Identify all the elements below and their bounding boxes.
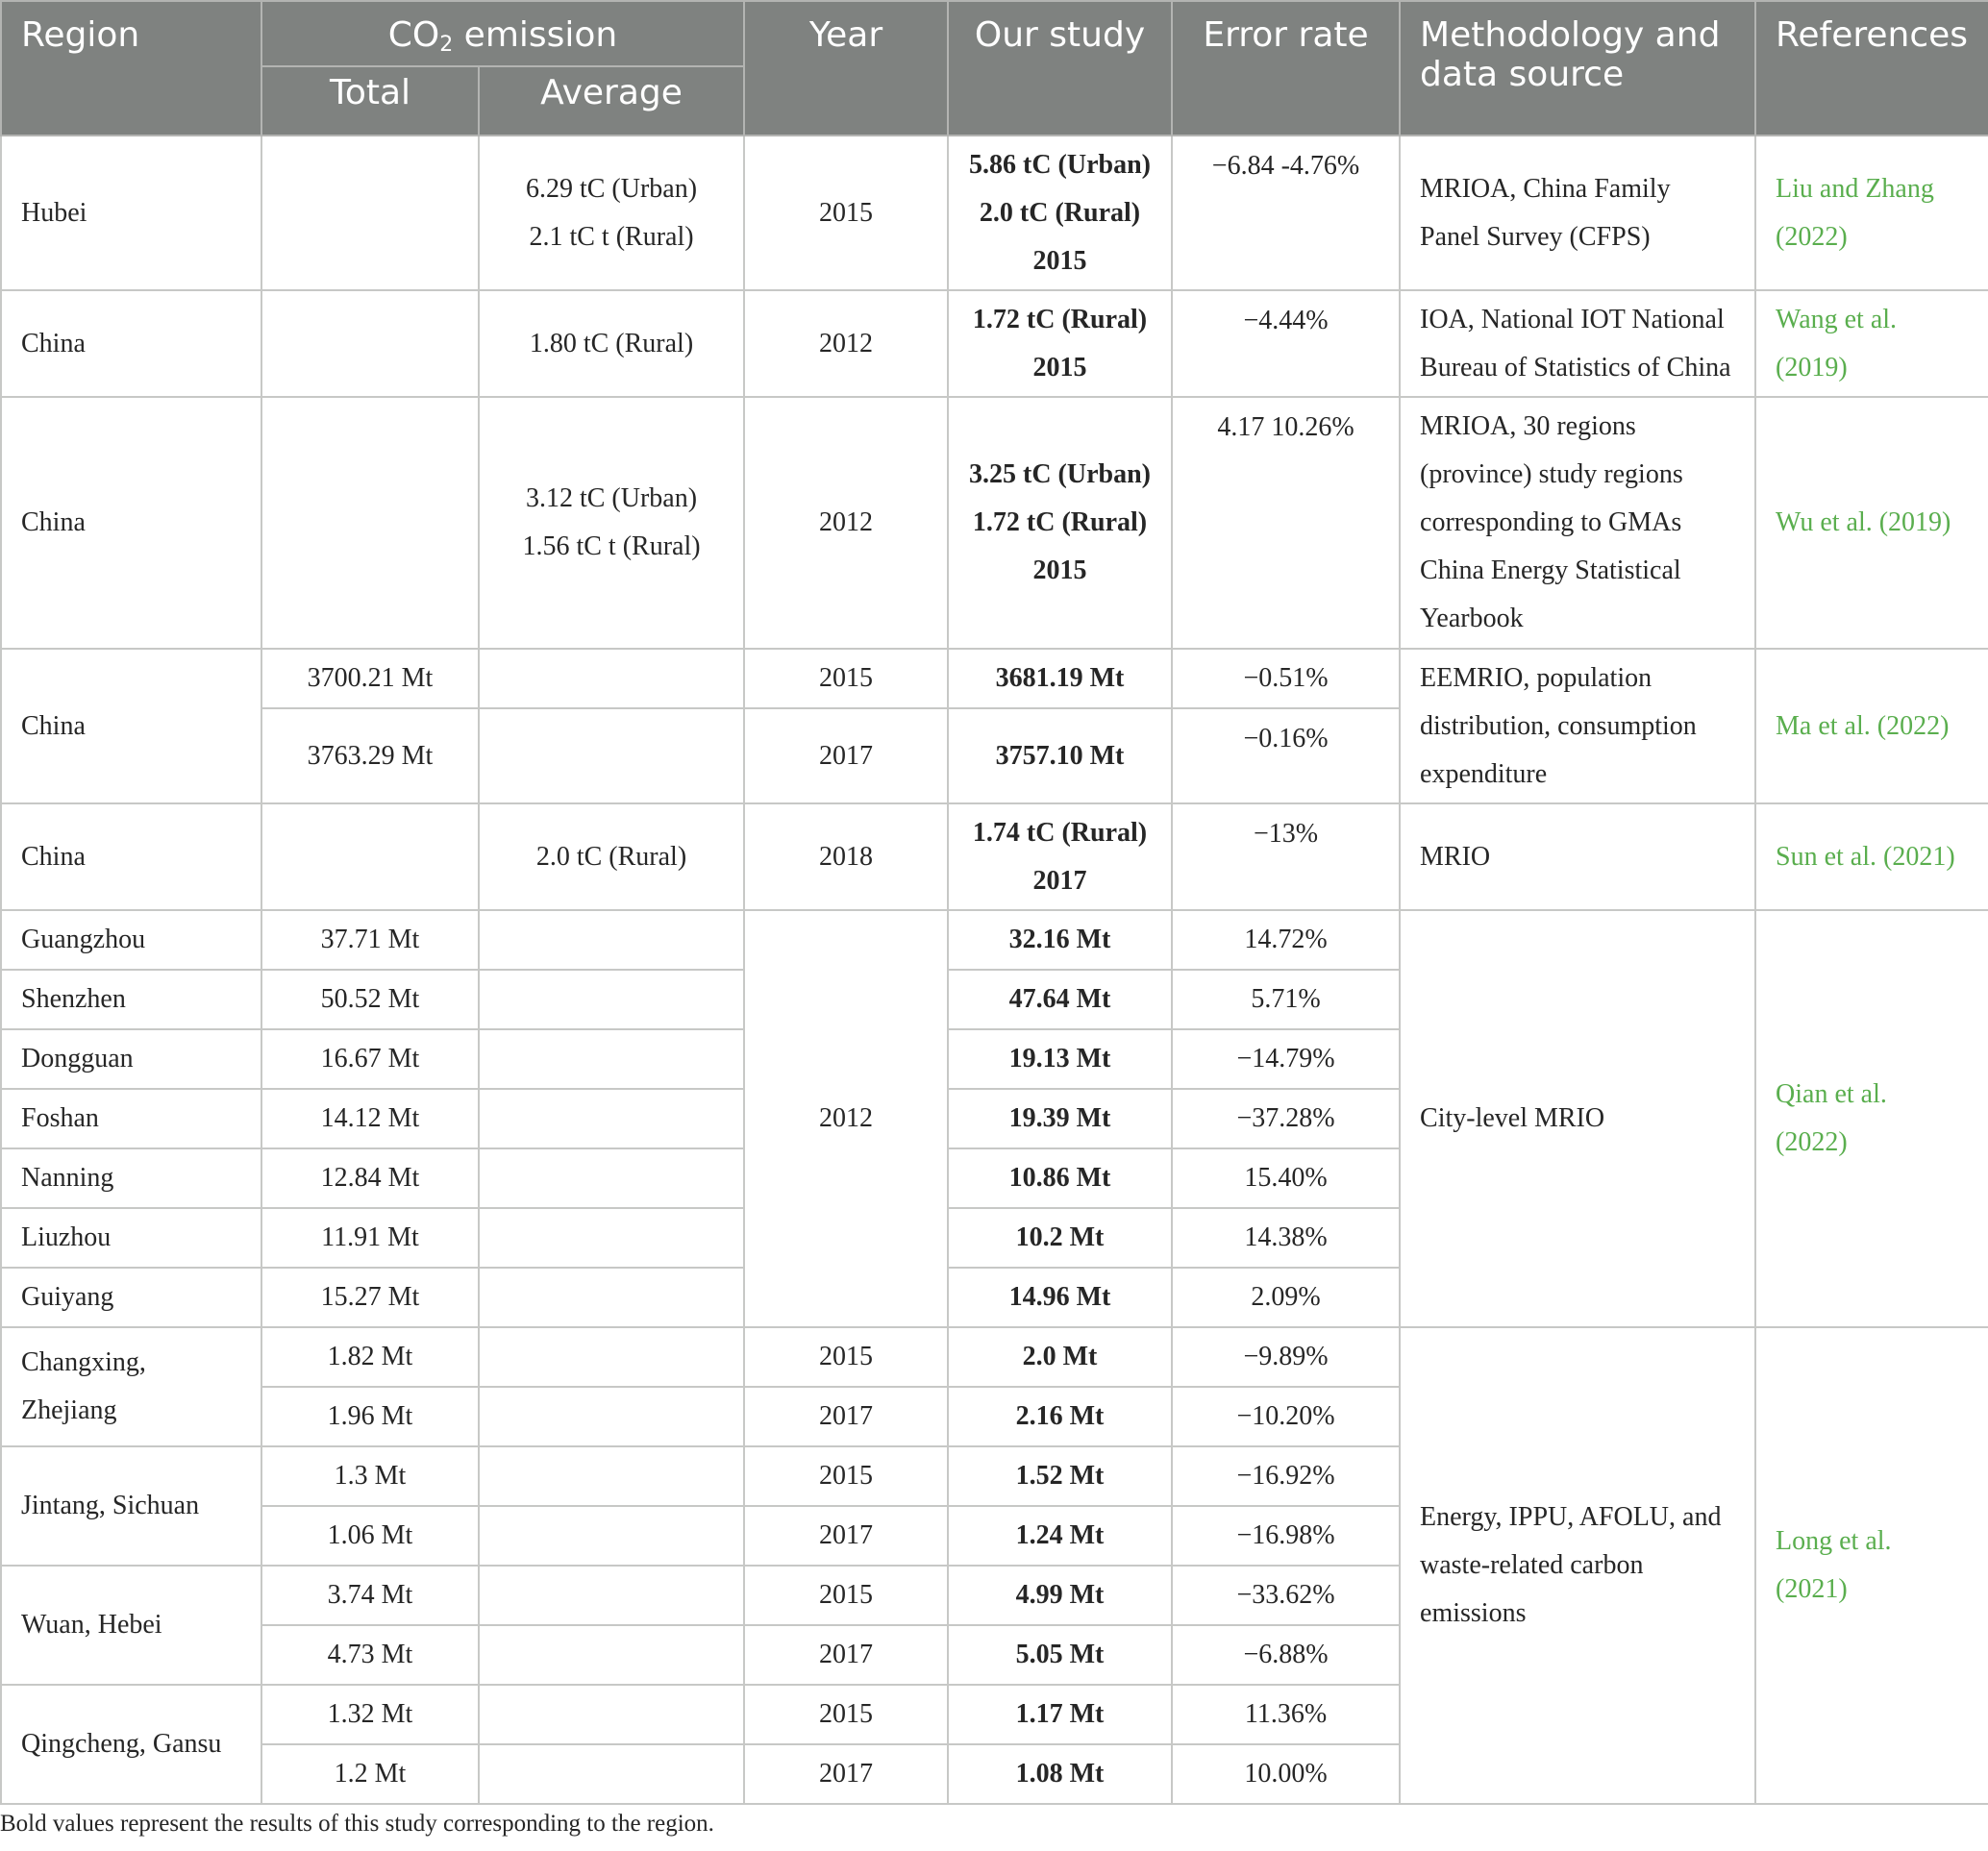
our-study-cell: 3757.10 Mt <box>948 708 1172 803</box>
year-cell: 2015 <box>744 1566 948 1625</box>
header-year: Year <box>744 1 948 136</box>
methodology-line: EEMRIO, population <box>1420 662 1653 693</box>
our-study-line: 2.0 tC (Rural) <box>979 197 1141 228</box>
methodology-line: expenditure <box>1420 758 1548 789</box>
total-cell <box>261 803 479 910</box>
our-study-line: 2015 <box>1032 245 1087 276</box>
table-footnote: Bold values represent the results of this study corresponding to the region. <box>0 1811 714 1837</box>
our-study-cell <box>948 290 1172 397</box>
header-our-study: Our study <box>948 1 1172 136</box>
region-cell: China <box>1 290 261 397</box>
region-cell: Hubei <box>1 136 261 290</box>
average-cell <box>479 1506 744 1566</box>
our-study-cell: 32.16 Mt <box>948 910 1172 970</box>
methodology-line: waste-related carbon <box>1420 1550 1644 1580</box>
average-cell: 1.80 tC (Rural) <box>479 290 744 397</box>
methodology-line: China Energy Statistical <box>1420 555 1681 585</box>
total-cell <box>261 136 479 290</box>
average-cell <box>479 708 744 803</box>
our-study-line: 2017 <box>1032 865 1087 896</box>
error-rate-cell: 15.40% <box>1172 1148 1400 1208</box>
methodology-cell <box>1400 1327 1755 1804</box>
region-cell: Shenzhen <box>1 970 261 1029</box>
reference-link[interactable] <box>1755 910 1988 1327</box>
methodology-line: MRIOA, China Family <box>1420 173 1671 204</box>
our-study-line: 2015 <box>1032 352 1087 383</box>
average-cell <box>479 1268 744 1327</box>
average-cell <box>479 1029 744 1089</box>
average-line: 1.56 tC t (Rural) <box>522 531 701 561</box>
error-rate-cell: −9.89% <box>1172 1327 1400 1387</box>
average-cell <box>479 397 744 649</box>
region-cell: Dongguan <box>1 1029 261 1089</box>
average-cell <box>479 1208 744 1268</box>
year-cell: 2012 <box>744 290 948 397</box>
table-row <box>1 1327 1988 1387</box>
co2-prefix: CO <box>387 15 440 55</box>
region-line: Zhejiang <box>21 1395 117 1425</box>
methodology-cell <box>1400 290 1755 397</box>
error-rate-cell: −6.88% <box>1172 1625 1400 1685</box>
average-cell <box>479 1744 744 1804</box>
reference-line: Qian et al. <box>1776 1079 1887 1109</box>
our-study-cell <box>948 803 1172 910</box>
year-cell: 2017 <box>744 1387 948 1446</box>
average-cell <box>479 1089 744 1148</box>
year-cell: 2017 <box>744 708 948 803</box>
total-cell: 3.74 Mt <box>261 1566 479 1625</box>
table-row <box>1 136 1988 290</box>
error-rate-cell: −0.51% <box>1172 649 1400 708</box>
error-rate-cell: 14.72% <box>1172 910 1400 970</box>
region-line: Changxing, <box>21 1347 146 1377</box>
header-references: References <box>1755 1 1988 136</box>
methodology-line: distribution, consumption <box>1420 710 1697 741</box>
methodology-cell <box>1400 397 1755 649</box>
error-rate-cell: −14.79% <box>1172 1029 1400 1089</box>
region-cell: Nanning <box>1 1148 261 1208</box>
our-study-cell: 1.24 Mt <box>948 1506 1172 1566</box>
average-cell <box>479 136 744 290</box>
error-rate-cell: −10.20% <box>1172 1387 1400 1446</box>
reference-line: Long et al. <box>1776 1526 1892 1556</box>
total-cell <box>261 290 479 397</box>
total-cell <box>261 397 479 649</box>
table-row <box>1 649 1988 708</box>
error-rate-cell: −13% <box>1172 803 1400 910</box>
our-study-cell: 5.05 Mt <box>948 1625 1172 1685</box>
error-rate-cell: 10.00% <box>1172 1744 1400 1804</box>
average-cell <box>479 649 744 708</box>
reference-line: (2022) <box>1776 1127 1848 1157</box>
our-study-cell: 19.39 Mt <box>948 1089 1172 1148</box>
table-body <box>1 136 1988 1804</box>
our-study-cell: 1.52 Mt <box>948 1446 1172 1506</box>
error-rate-cell: −33.62% <box>1172 1566 1400 1625</box>
average-cell <box>479 1566 744 1625</box>
header-error-rate: Error rate <box>1172 1 1400 136</box>
year-cell: 2017 <box>744 1625 948 1685</box>
our-study-cell: 4.99 Mt <box>948 1566 1172 1625</box>
total-cell: 1.06 Mt <box>261 1506 479 1566</box>
our-study-cell: 2.0 Mt <box>948 1327 1172 1387</box>
total-cell: 1.2 Mt <box>261 1744 479 1804</box>
average-line: 3.12 tC (Urban) <box>525 483 698 513</box>
region-cell: Guiyang <box>1 1268 261 1327</box>
region-cell: Liuzhou <box>1 1208 261 1268</box>
error-rate-cell: −16.98% <box>1172 1506 1400 1566</box>
methodology-line: Yearbook <box>1420 604 1524 633</box>
methodology-line: IOA, National IOT National <box>1420 304 1725 334</box>
total-cell: 1.96 Mt <box>261 1387 479 1446</box>
methodology-line: corresponding to GMAs <box>1420 507 1682 537</box>
table-row <box>1 397 1988 649</box>
reference-link[interactable]: Wu et al. (2019) <box>1755 397 1988 649</box>
methodology-cell <box>1400 649 1755 803</box>
header-methodology: Methodology and data source <box>1400 1 1755 136</box>
region-cell: Qingcheng, Gansu <box>1 1685 261 1804</box>
total-cell: 15.27 Mt <box>261 1268 479 1327</box>
reference-line: Wang et al. <box>1776 304 1898 334</box>
region-cell: Foshan <box>1 1089 261 1148</box>
year-cell: 2015 <box>744 649 948 708</box>
our-study-cell: 47.64 Mt <box>948 970 1172 1029</box>
methodology-line: emissions <box>1420 1598 1527 1628</box>
reference-link[interactable]: Ma et al. (2022) <box>1755 649 1988 803</box>
methodology-cell: MRIO <box>1400 803 1755 910</box>
total-cell: 50.52 Mt <box>261 970 479 1029</box>
table-row <box>1 290 1988 397</box>
our-study-line: 5.86 tC (Urban) <box>969 149 1152 180</box>
average-cell <box>479 1327 744 1387</box>
total-cell: 11.91 Mt <box>261 1208 479 1268</box>
header-co2-emission <box>261 1 744 66</box>
total-cell: 1.32 Mt <box>261 1685 479 1744</box>
co2-subscript: 2 <box>439 33 454 57</box>
error-rate-cell: 11.36% <box>1172 1685 1400 1744</box>
region-cell: Jintang, Sichuan <box>1 1446 261 1566</box>
average-cell <box>479 1685 744 1744</box>
year-cell: 2015 <box>744 136 948 290</box>
reference-link[interactable]: Sun et al. (2021) <box>1755 803 1988 910</box>
region-cell: Wuan, Hebei <box>1 1566 261 1685</box>
region-cell: China <box>1 803 261 910</box>
average-cell: 2.0 tC (Rural) <box>479 803 744 910</box>
our-study-cell: 14.96 Mt <box>948 1268 1172 1327</box>
reference-line: (2019) <box>1776 352 1848 383</box>
year-cell: 2012 <box>744 397 948 649</box>
table-row <box>1 803 1988 910</box>
total-cell: 3763.29 Mt <box>261 708 479 803</box>
year-cell: 2017 <box>744 1506 948 1566</box>
header-average: Average <box>479 66 744 136</box>
reference-link[interactable] <box>1755 1327 1988 1804</box>
header-region: Region <box>1 1 261 136</box>
co2-suffix: emission <box>453 15 618 55</box>
reference-line: (2021) <box>1776 1574 1848 1604</box>
average-cell <box>479 1625 744 1685</box>
year-cell: 2017 <box>744 1744 948 1804</box>
total-cell: 3700.21 Mt <box>261 649 479 708</box>
reference-line: (2022) <box>1776 221 1848 252</box>
region-cell <box>1 1327 261 1446</box>
our-study-cell: 2.16 Mt <box>948 1387 1172 1446</box>
average-cell <box>479 910 744 970</box>
average-cell <box>479 1446 744 1506</box>
our-study-cell: 1.08 Mt <box>948 1744 1172 1804</box>
total-cell: 16.67 Mt <box>261 1029 479 1089</box>
our-study-cell <box>948 136 1172 290</box>
error-rate-cell: −37.28% <box>1172 1089 1400 1148</box>
methodology-line: (province) study regions <box>1420 459 1683 489</box>
year-cell: 2012 <box>744 910 948 1327</box>
year-cell: 2018 <box>744 803 948 910</box>
error-rate-cell: −0.16% <box>1172 708 1400 803</box>
header-total: Total <box>261 66 479 136</box>
error-rate-cell: 4.17 10.26% <box>1172 397 1400 649</box>
our-study-cell: 3681.19 Mt <box>948 649 1172 708</box>
region-cell: China <box>1 649 261 803</box>
reference-line: Liu and Zhang <box>1776 173 1934 204</box>
methodology-line: Energy, IPPU, AFOLU, and <box>1420 1502 1722 1532</box>
year-cell: 2015 <box>744 1446 948 1506</box>
average-line: 2.1 tC t (Rural) <box>529 221 694 252</box>
error-rate-cell: 14.38% <box>1172 1208 1400 1268</box>
year-cell: 2015 <box>744 1327 948 1387</box>
error-rate-cell: −4.44% <box>1172 290 1400 397</box>
region-cell: China <box>1 397 261 649</box>
our-study-cell: 10.2 Mt <box>948 1208 1172 1268</box>
our-study-cell <box>948 397 1172 649</box>
total-cell: 1.82 Mt <box>261 1327 479 1387</box>
total-cell: 1.3 Mt <box>261 1446 479 1506</box>
our-study-line: 1.72 tC (Rural) <box>972 304 1148 334</box>
average-cell <box>479 970 744 1029</box>
error-rate-cell: 2.09% <box>1172 1268 1400 1327</box>
our-study-line: 2015 <box>1032 555 1087 585</box>
average-cell <box>479 1387 744 1446</box>
methodology-cell <box>1400 136 1755 290</box>
methodology-line: Bureau of Statistics of China <box>1420 352 1731 383</box>
table-row <box>1 910 1988 970</box>
total-cell: 37.71 Mt <box>261 910 479 970</box>
methodology-line: Panel Survey (CFPS) <box>1420 221 1651 252</box>
error-rate-cell: −16.92% <box>1172 1446 1400 1506</box>
our-study-line: 3.25 tC (Urban) <box>969 459 1152 489</box>
average-line: 6.29 tC (Urban) <box>525 173 698 204</box>
table-header <box>1 1 1988 136</box>
our-study-cell: 1.17 Mt <box>948 1685 1172 1744</box>
our-study-cell: 10.86 Mt <box>948 1148 1172 1208</box>
average-cell <box>479 1148 744 1208</box>
total-cell: 14.12 Mt <box>261 1089 479 1148</box>
reference-link[interactable] <box>1755 290 1988 397</box>
methodology-line: MRIOA, 30 regions <box>1420 411 1636 441</box>
year-cell: 2015 <box>744 1685 948 1744</box>
total-cell: 4.73 Mt <box>261 1625 479 1685</box>
error-rate-cell: −6.84 -4.76% <box>1172 136 1400 290</box>
methodology-cell: City-level MRIO <box>1400 910 1755 1327</box>
total-cell: 12.84 Mt <box>261 1148 479 1208</box>
reference-link[interactable] <box>1755 136 1988 290</box>
our-study-line: 1.74 tC (Rural) <box>972 817 1148 848</box>
region-cell: Guangzhou <box>1 910 261 970</box>
our-study-cell: 19.13 Mt <box>948 1029 1172 1089</box>
our-study-line: 1.72 tC (Rural) <box>972 507 1148 537</box>
error-rate-cell: 5.71% <box>1172 970 1400 1029</box>
